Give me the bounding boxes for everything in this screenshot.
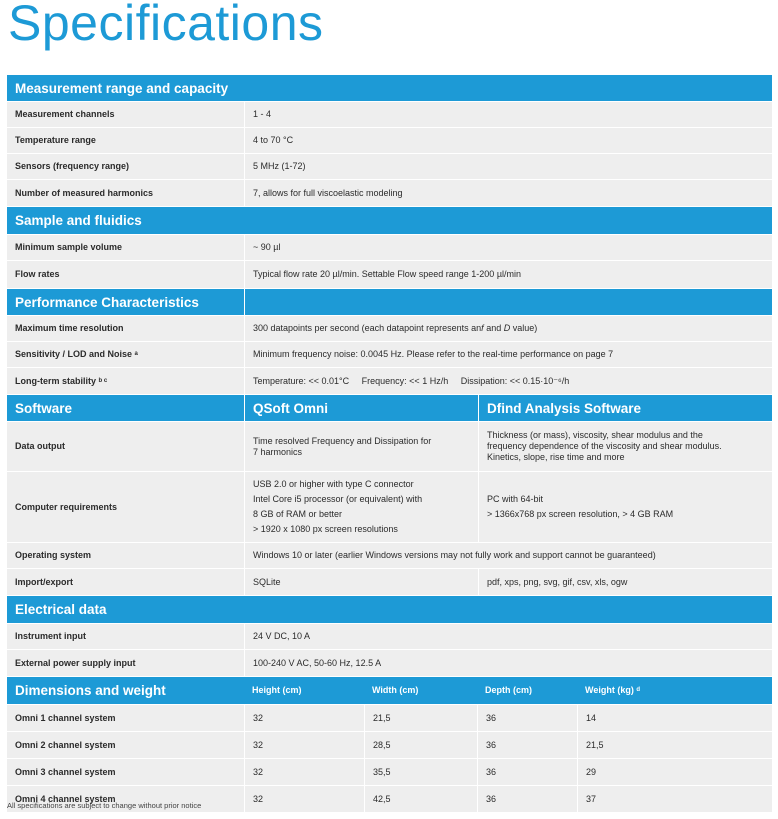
section-title: Dimensions and weight <box>15 683 166 698</box>
row-label: Operating system <box>15 550 92 560</box>
row-value: ~ 90 µl <box>244 235 772 260</box>
table-row <box>7 472 772 543</box>
row-value: 4 to 70 °C <box>244 128 772 153</box>
row-label: Omni 3 channel system <box>15 766 116 777</box>
section-header-measurement <box>7 75 772 102</box>
row-label: Omni 4 channel system <box>15 793 116 804</box>
row-label: External power supply input <box>15 657 136 668</box>
height-value: 32 <box>244 705 364 731</box>
row-label: Omni 2 channel system <box>15 739 116 750</box>
table-row <box>7 128 772 154</box>
row-label: Number of measured harmonics <box>15 187 154 198</box>
row-label: Flow rates <box>15 269 60 279</box>
row-value <box>244 316 772 341</box>
column-header-weight <box>577 677 772 704</box>
section-title: Sample and fluidics <box>15 213 142 228</box>
column-header-width: Width (cm) <box>372 685 419 695</box>
table-row <box>7 624 772 650</box>
section-header-dimensions <box>7 677 772 705</box>
width-value: 42,5 <box>364 786 477 812</box>
value-text: value) <box>510 323 538 333</box>
row-value: Temperature: << 0.01°C Frequency: << 1 Hz/h Dissipation: << 0.15·10⁻⁶/h <box>244 368 772 394</box>
table-row <box>7 316 772 342</box>
table-row <box>7 422 772 472</box>
table-row <box>7 368 772 395</box>
row-label <box>7 342 243 367</box>
row-value: Typical flow rate 20 µl/min. Settable Flow speed range 1-200 µl/min <box>244 261 772 288</box>
weight-value: 29 <box>577 759 772 785</box>
row-label: Computer requirements <box>15 501 118 512</box>
section-header-performance <box>7 289 772 316</box>
column-header-dfind: Dfind Analysis Software <box>478 395 772 421</box>
spec-table <box>7 75 772 813</box>
value-line: USB 2.0 or higher with type C connector <box>253 479 414 489</box>
row-label: Import/export <box>15 576 74 587</box>
value-line: > 1366x768 px screen resolution, > 4 GB RAM <box>487 509 674 519</box>
section-header-software <box>7 395 772 422</box>
row-value: 100-240 V AC, 50-60 Hz, 12.5 A <box>244 650 772 676</box>
table-row <box>7 235 772 261</box>
row-value-b <box>478 472 772 542</box>
row-value: Minimum frequency noise: 0.0045 Hz. Please refer to the real-time performance on page 7 <box>244 342 772 367</box>
row-label <box>7 368 243 394</box>
value-line: Kinetics, slope, rise time and more <box>487 452 625 462</box>
depth-value: 36 <box>477 732 577 758</box>
row-label: Data output <box>15 441 65 451</box>
value-line: PC with 64-bit <box>487 494 544 504</box>
section-title: Performance Characteristics <box>15 294 199 310</box>
footnote-disclaimer: All specifications are subject to change without prior notice <box>7 801 202 810</box>
row-value-b: pdf, xps, png, svg, gif, csv, xls, ogw <box>478 569 772 595</box>
table-row <box>7 154 772 180</box>
header-spacer <box>244 289 772 315</box>
page-title: Specifications <box>8 0 324 51</box>
header-text: Weight (kg) <box>585 685 634 695</box>
row-value-a: SQLite <box>244 569 477 595</box>
row-value-b <box>478 422 772 471</box>
value-text: and <box>483 323 504 333</box>
value-line: Intel Core i5 processor (or equivalent) with <box>253 494 423 504</box>
width-value: 28,5 <box>364 732 477 758</box>
table-row <box>7 705 772 732</box>
row-value: Windows 10 or later (earlier Windows versions may not fully work and support cannot be guaranteed) <box>244 543 772 568</box>
label-text: Sensitivity / LOD and Noise <box>15 349 133 359</box>
width-value: 35,5 <box>364 759 477 785</box>
symbol-f: f <box>481 323 484 333</box>
height-value: 32 <box>244 786 364 812</box>
table-row <box>7 650 772 677</box>
symbol-d: D <box>503 323 511 333</box>
table-row <box>7 180 772 207</box>
weight-value: 21,5 <box>577 732 772 758</box>
value-line: Thickness (or mass), viscosity, shear modulus and the <box>487 430 703 440</box>
row-value-a <box>244 422 477 471</box>
section-title: Software <box>15 400 73 416</box>
value-line: frequency dependence of the viscosity and shear modulus. <box>487 441 722 451</box>
row-value: 7, allows for full viscoelastic modeling <box>244 180 772 206</box>
row-value-a <box>244 472 477 542</box>
value-text: 300 datapoints per second (each datapoint represents an <box>253 323 482 333</box>
row-label: Temperature range <box>15 135 96 145</box>
row-label: Omni 1 channel system <box>15 712 116 723</box>
table-row <box>7 732 772 759</box>
section-header-sample <box>7 207 772 235</box>
depth-value: 36 <box>477 759 577 785</box>
section-header-electrical <box>7 596 772 624</box>
footnote-mark: d <box>636 687 641 693</box>
depth-value: 36 <box>477 705 577 731</box>
row-label: Minimum sample volume <box>15 242 123 252</box>
weight-value: 14 <box>577 705 772 731</box>
height-value: 32 <box>244 759 364 785</box>
row-label: Maximum time resolution <box>15 323 124 333</box>
row-label: Measurement channels <box>15 109 115 119</box>
table-row <box>7 342 772 368</box>
weight-value: 37 <box>577 786 772 812</box>
table-row <box>7 543 772 569</box>
table-row <box>7 261 772 289</box>
depth-value: 36 <box>477 786 577 812</box>
value-line: > 1920 x 1080 px screen resolutions <box>253 524 398 534</box>
section-title: Measurement range and capacity <box>15 80 229 96</box>
height-value: 32 <box>244 732 364 758</box>
column-header-qsoft: QSoft Omni <box>244 395 477 421</box>
footnote-mark: b c <box>98 377 108 384</box>
value-line: Time resolved Frequency and Dissipation for <box>253 435 432 446</box>
row-value: 5 MHz (1-72) <box>244 154 772 179</box>
row-label: Sensors (frequency range) <box>15 161 130 171</box>
value-line: 8 GB of RAM or better <box>253 509 343 519</box>
section-title: Electrical data <box>15 602 107 617</box>
value-line: 7 harmonics <box>253 446 303 457</box>
row-label: Instrument input <box>15 631 86 641</box>
width-value: 21,5 <box>364 705 477 731</box>
label-text: Long-term stability <box>15 375 97 386</box>
table-row <box>7 759 772 786</box>
row-value: 1 - 4 <box>244 102 772 127</box>
footnote-mark: a <box>134 351 138 357</box>
table-row <box>7 569 772 596</box>
column-header-depth: Depth (cm) <box>485 685 532 695</box>
row-value: 24 V DC, 10 A <box>244 624 772 649</box>
column-header-height: Height (cm) <box>252 685 302 695</box>
table-row <box>7 102 772 128</box>
